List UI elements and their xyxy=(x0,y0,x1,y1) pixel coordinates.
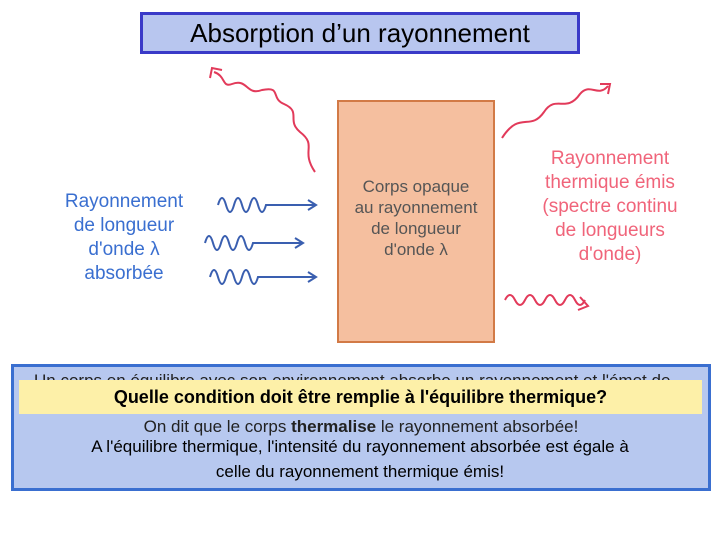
body-label-line: Corps opaque xyxy=(362,177,470,196)
answer-line-1: A l'équilibre thermique, l'intensité du rayonnement absorbée est égale à xyxy=(91,437,629,456)
opaque-body-label xyxy=(337,176,495,260)
body-label-line: d'onde λ xyxy=(384,240,448,259)
emitted-label-line: Rayonnement xyxy=(550,148,670,169)
body-label-line: au rayonnement xyxy=(354,198,478,217)
body-label-line: de longueur xyxy=(371,219,461,238)
emitted-radiation-label xyxy=(520,147,700,267)
absorbed-label-line: d'onde λ xyxy=(88,239,160,260)
absorbed-label-line: absorbée xyxy=(84,263,164,284)
emitted-label-line: (spectre continu xyxy=(542,196,678,217)
slide-title: Absorption d’un rayonnement xyxy=(140,12,580,54)
answer-text xyxy=(0,434,720,484)
thermalise-keyword: thermalise xyxy=(291,417,377,436)
absorbed-waves xyxy=(205,198,316,284)
question-banner: Quelle condition doit être remplie à l'équilibre thermique? xyxy=(19,380,702,414)
answer-line-2: celle du rayonnement thermique émis! xyxy=(215,462,505,481)
absorbed-label-line: de longueur xyxy=(73,215,175,236)
thermalise-suffix: le rayonnement absorbée! xyxy=(376,417,579,436)
absorbed-label-line: Rayonnement xyxy=(64,191,184,212)
thermalise-prefix: On dit que le corps xyxy=(143,417,292,436)
emitted-label-line: de longueurs xyxy=(555,220,665,241)
emitted-label-line: thermique émis xyxy=(545,172,675,193)
absorbed-radiation-label xyxy=(44,190,204,286)
emitted-label-line: d'onde) xyxy=(578,244,642,265)
